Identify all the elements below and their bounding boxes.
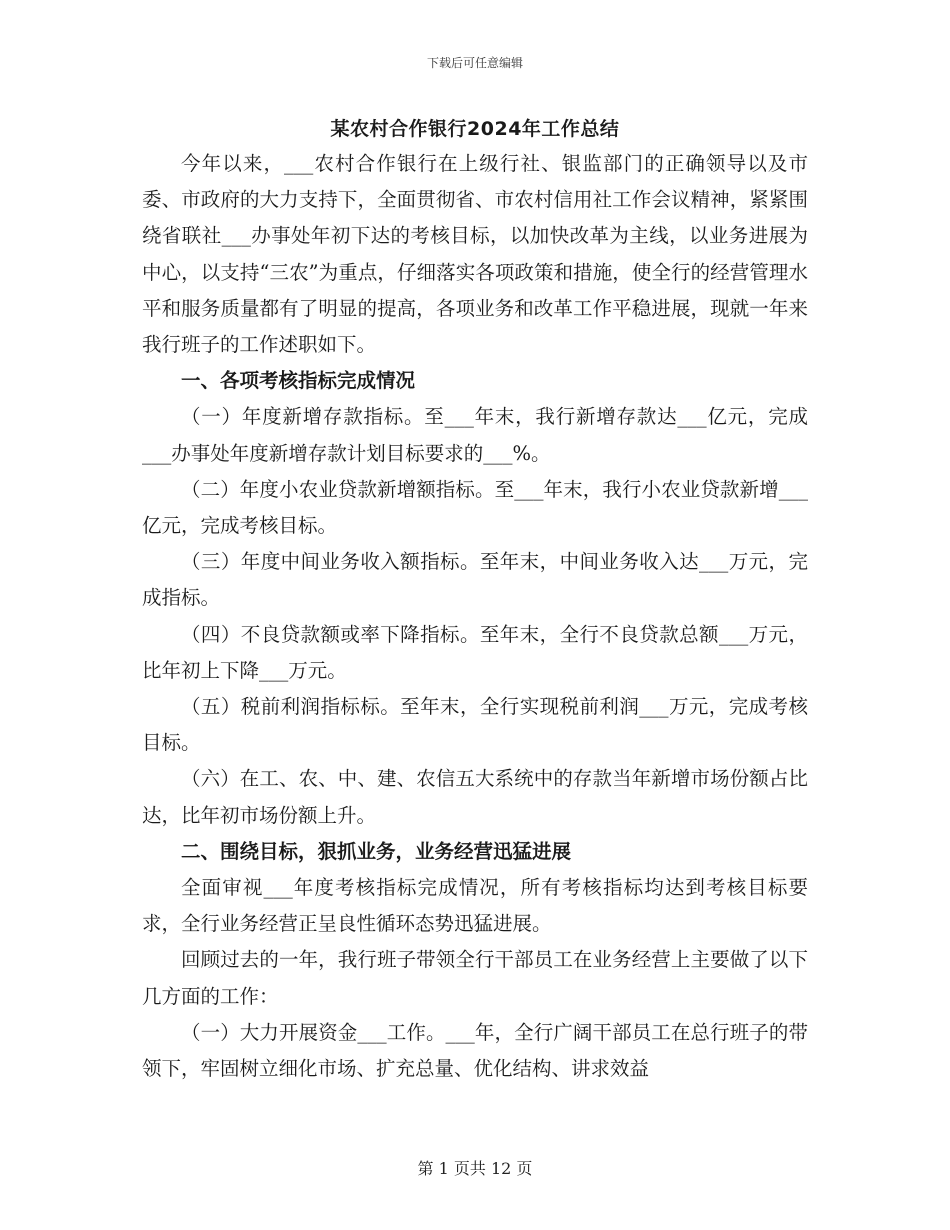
paragraph-loan: （二）年度小农业贷款新增额指标。至___年末，我行小农业贷款新增___亿元，完成考核目标。	[142, 477, 808, 538]
paragraph-review: 全面审视___年度考核指标完成情况，所有考核指标均达到考核目标要求，全行业务经营正呈良性循环态势迅猛进展。	[142, 876, 808, 936]
paragraph-deposit: （一）年度新增存款指标。至___年末，我行新增存款达___亿元，完成___办事处年度新增存款计划目标要求的___%。	[142, 405, 808, 465]
paragraph-market-share: （六）在工、农、中、建、农信五大系统中的存款当年新增市场份额占比达，比年初市场份额上升。	[142, 767, 808, 827]
section-heading-1: 一、各项考核指标完成情况	[181, 369, 416, 393]
paragraph-profit: （五）税前利润指标标。至年末，全行实现税前利润___万元，完成考核目标。	[142, 695, 808, 755]
paragraph-income: （三）年度中间业务收入额指标。至年末，中间业务收入达___万元，完成指标。	[142, 550, 808, 610]
intro-paragraph: 今年以来，___农村合作银行在上级行社、银监部门的正确领导以及市委、市政府的大力支持下，全面贯彻省、市农村信用社工作会议精神，紧紧围绕省联社___办事处年初下达的考核目标，以加快改革为主线，以业务进展为中心，以支持“三农”为重点，仔细落实各项政策和措施，使全行的经营管理水平和服务质量都有了明显的提高，各项业务和改革工作平稳进展，现就一年来我行班子的工作述职如下。	[142, 152, 808, 357]
document-body	[142, 146, 808, 1087]
paragraph-funds: （一）大力开展资金___工作。___年，全行广阔干部员工在总行班子的带领下，牢固树立细化市场、扩充总量、优化结构、讲求效益	[142, 1020, 808, 1081]
page-number: 第 1 页共 12 页	[417, 1159, 533, 1178]
paragraph-bad-loan: （四）不良贷款额或率下降指标。至年末，全行不良贷款总额___万元，比年初上下降___万元。	[142, 622, 808, 682]
document-title: 某农村合作银行2024年工作总结	[330, 118, 620, 140]
section-heading-2: 二、围绕目标，狠抓业务，业务经营迅猛进展	[181, 839, 572, 863]
paragraph-retrospect: 回顾过去的一年，我行班子带领全行干部员工在业务经营上主要做了以下几方面的工作：	[142, 948, 808, 1008]
page-header-note: 下载后可任意编辑	[426, 56, 523, 70]
